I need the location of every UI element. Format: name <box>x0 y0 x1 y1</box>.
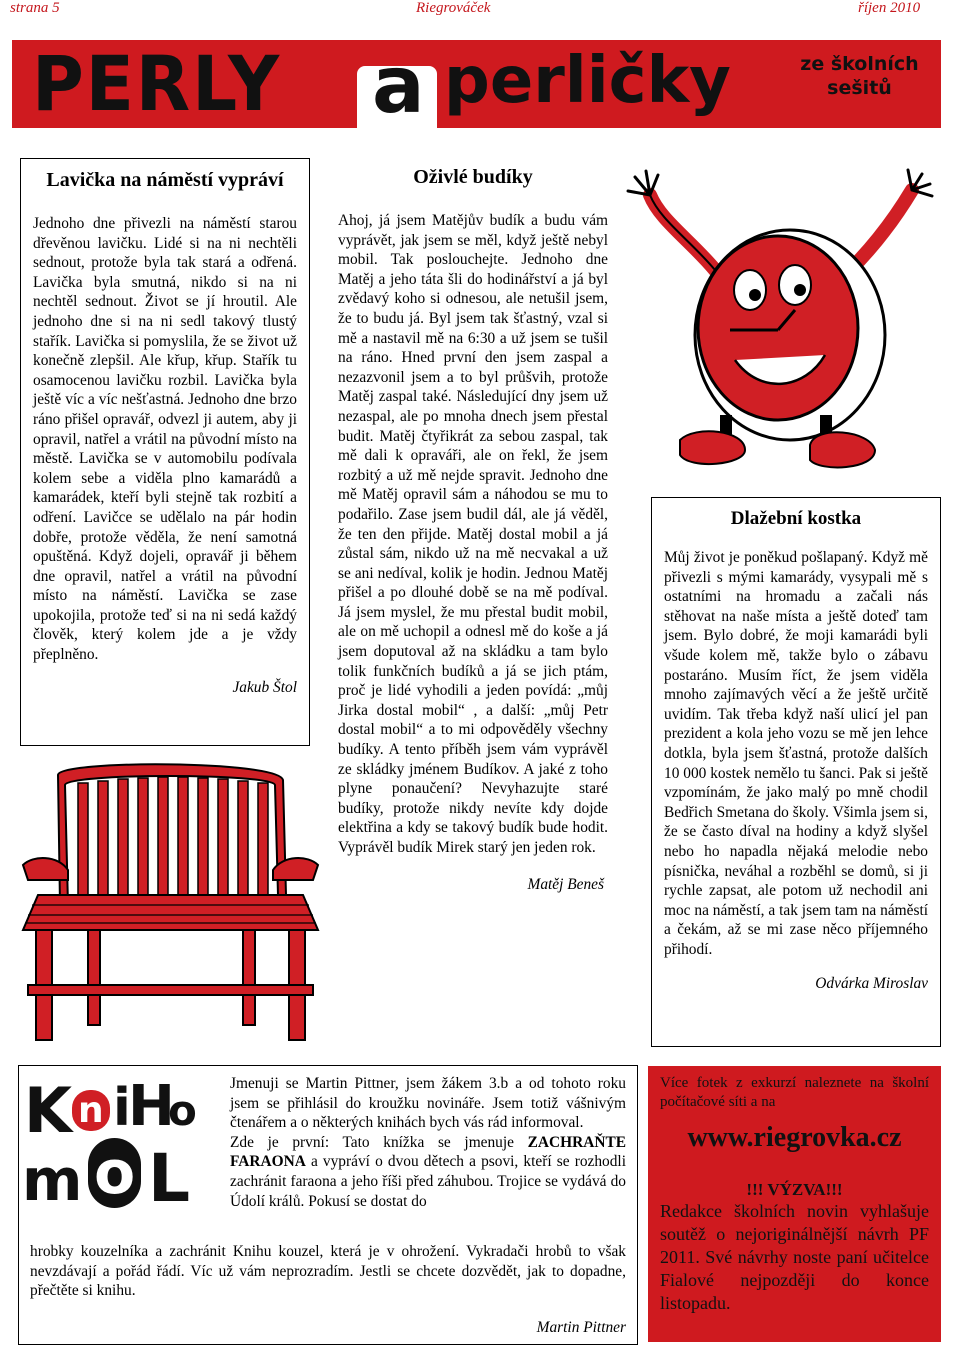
article-text: Můj život je poněkud pošlapaný. Když mě přivezli s mými kamarády, vysypali mě s ostatními na hromadu a začali nás stěhovat na naše místa a ještě doteď tam jsem. Bylo dobré, že moji kamarádi byli všude kolem mě, takže bylo o zábavu postaráno. Musím říct, že jsem viděla mnoho zajímavých věcí a že ještě určitě uvidím. Tak třeba když naší ulicí jel pan prezident a kola jeho vozu se mě jen lehce dotkla, byla jsem šťastná, protože dalších 10 000 kostek nemělo tu šanci. Pak si ještě vzpomínám, že jako malý po mně chodil Bedřich Smetana do školy. Všimla jsem si, že se často díval na hodiny a když slyšel nebo ho napadla nějaká melodie nebo písnička, neváhal a rozběhl se domů, si ji rychle zapsat, ale potom už nechodil ani moc na náměstí, a tak jsem tam na náměstí a čekám, až se mi zase něco příjemného přihodí. <box>664 549 928 958</box>
page-header <box>0 0 960 18</box>
alarm-clock-illustration <box>620 160 950 485</box>
logo-letter: o <box>168 1086 197 1135</box>
article-text-intro: Jmenuji se Martin Pittner, jsem žákem 3.b a od tohoto roku jsem se přihlásil do kroužku novináře. Jsem totiž vášnivým čtenářem a o některých knihách bych vás rád informoval. <box>230 1075 626 1132</box>
knihomol-logo <box>20 1068 200 1218</box>
school-url[interactable]: www.riegrovka.cz <box>687 1122 902 1153</box>
article-author: Matěj Beneš <box>527 875 604 893</box>
challenge-title: !!! VÝZVA!!! <box>746 1180 843 1199</box>
issue-date: říjen 2010 <box>858 0 921 16</box>
logo-letter: m <box>22 1146 83 1214</box>
logo-letter: o <box>88 1138 141 1208</box>
logo-letter: n <box>72 1090 110 1131</box>
bench-illustration <box>18 755 323 1060</box>
banner-perlicky: perličky <box>444 44 731 118</box>
article-text-book <box>230 1133 626 1211</box>
section-banner <box>12 40 941 128</box>
article-lavicka <box>20 158 310 746</box>
book-title: ZACHRAŇTE FARAONA <box>230 1133 626 1171</box>
challenge-text: Redakce školních novin vyhlašuje soutěž o nejoriginálnější návrh PF 2011. Své návrhy noste paní učitelce Fialové nejpozději do konce listopadu. <box>660 1201 929 1313</box>
banner-a: a <box>372 41 425 128</box>
page-number: strana 5 <box>10 0 60 16</box>
banner-subtitle-line2: sešitů <box>827 77 892 99</box>
logo-letter: L <box>148 1140 191 1217</box>
publication-name: Riegrováček <box>416 0 491 16</box>
article-kostka <box>651 497 941 1047</box>
article-title: Lavička na náměstí vypráví <box>46 169 284 191</box>
logo-letter: i <box>113 1078 131 1138</box>
logo-letter: K <box>24 1074 73 1147</box>
banner-subtitle <box>782 52 937 100</box>
article-title: Dlažební kostka <box>730 508 862 529</box>
article-author: Martin Pittner <box>536 1318 626 1336</box>
article-author: Jakub Štol <box>232 678 297 696</box>
book-prefix: Zde je první: Tato knížka se jmenuje <box>230 1133 528 1151</box>
knihomol-text-bottom <box>30 1242 626 1337</box>
banner-subtitle-line1: ze školních <box>800 53 919 75</box>
article-text: Jednoho dne přivezli na náměstí starou dřevěnou lavičku. Lidé si na ni nechtěli sednout, protože byla tak stará a odřená. Lavička byla smutná, nikdo si na ni nechtěl sednout. Život se jí hroutil. Ale jednoho dne si na ni sedl takový tlustý stařík. Lavička si pomyslila, že se život už konečně zlepšil. Ale křup, křup. Stařík tu osamocenou lavičku rozbil. Lavička byla ještě víc a víc nešťastná. Jednoho dne brzo ráno přišel opravář, odvezl ji autem, aby ji opravil, natřel a vrátil na původní místo na městě. Lavička se v automobilu podívala kolem sebe a viděla plno kamarádů a kamarádek, kteří byli stejně tak rozbití a odření. Lavičce se udělalo na pár hodin dobře, protože věděla, že není samotná opuštěná. Když dojeli, opravář ji během dne opravil, natřel a vrátil na původní místo na náměstí. Lavička se zase upokojila, protože teď si na ni sedá každý člověk, který kolem jde a je vždy přeplněno. <box>33 215 297 664</box>
banner-perly: PERLY <box>32 40 282 128</box>
promo-small-text: Více fotek z exkurzí naleznete na školní počítačové síti a na <box>660 1075 929 1110</box>
article-budiky <box>338 166 608 894</box>
article-author: Odvárka Miroslav <box>815 975 928 993</box>
book-suffix: a vypráví o dvou dětech a psovi, kteří se rozhodli zachránit faraona a jeho říši před záhubou. Trojice se vydává do Údolí králů. Pokusí se dostat do <box>230 1153 626 1210</box>
logo-letter: H <box>128 1074 175 1139</box>
knihomol-text-top <box>230 1074 626 1211</box>
article-text-end: hrobky kouzelníka a zachránit Knihu kouzel, která je v ohrožení. Vykradači hrobů to však nevzdávají a pořád řádí. Víc už vám neprozradím. Jestli se chcete dozvědět, jak to dopadne, přečtěte si knihu. <box>30 1243 626 1300</box>
article-title: Oživlé budíky <box>413 166 533 188</box>
promo-box <box>648 1066 941 1342</box>
article-text: Ahoj, já jsem Matějův budík a budu vám vyprávět, jak jsem se měl, když ještě nebyl mobil. Tak poslouchejte. Jednoho dne Matěj a jeho táta šli do hodinářství a já byl zvědavý koho si odnesou, ale netušil jsem, že to budu já. Byl jsem tak šťastný, vzal si mě a nastavil mě na 6:30 a už jsem se tušil na ráno. Hned první den jsem zaspal a nezazvonil jsem a to byl průšvih, protože Matěj zaspal také. Následující dny jsem už nezaspal, ale po mnoha dnech jsem přestal budit. Matěj čtyřikrát za sebou zaspal, tak mě dali k opraváři, ale on řekl, že jsem rozbitý a už mě nejde spravit. Jednoho dne mě Matěj opravil sám a náhodou se mu to podařilo. Zase jsem budil dál, ale já věděl, že ten den přijde. Matěj dostal mobil a já zůstal sám, nikdo už na mě necvakal a už se ani nedíval, kolik je hodin. Jednou Matěj přišel a po dlouhé době se na mě podíval. Já jsem myslel, že mu přestal budit mobil, ale on mě uchopil a odnesl mě do koše a já jsem doputoval až na skládku a tam bylo tolik funkčních budíků a já se jich ptám, proč je lidé vyhodili a jeden povídá: „můj Jirka dostal mobil“ , a další: „můj Petr dostal mobil“ a to mi odpověděly všechny budíky. A tento příběh jsem vám vyprávěl ze skládky jménem Budíkov. A jaké z toho plyne ponaučení? Nevyhazujte staré budíky, protože nikdy nevíte kdy dojde elektřina a kdy se takový budík bude hodit. Vyprávěl budík Mirek starý jen jeden rok. <box>338 212 608 856</box>
